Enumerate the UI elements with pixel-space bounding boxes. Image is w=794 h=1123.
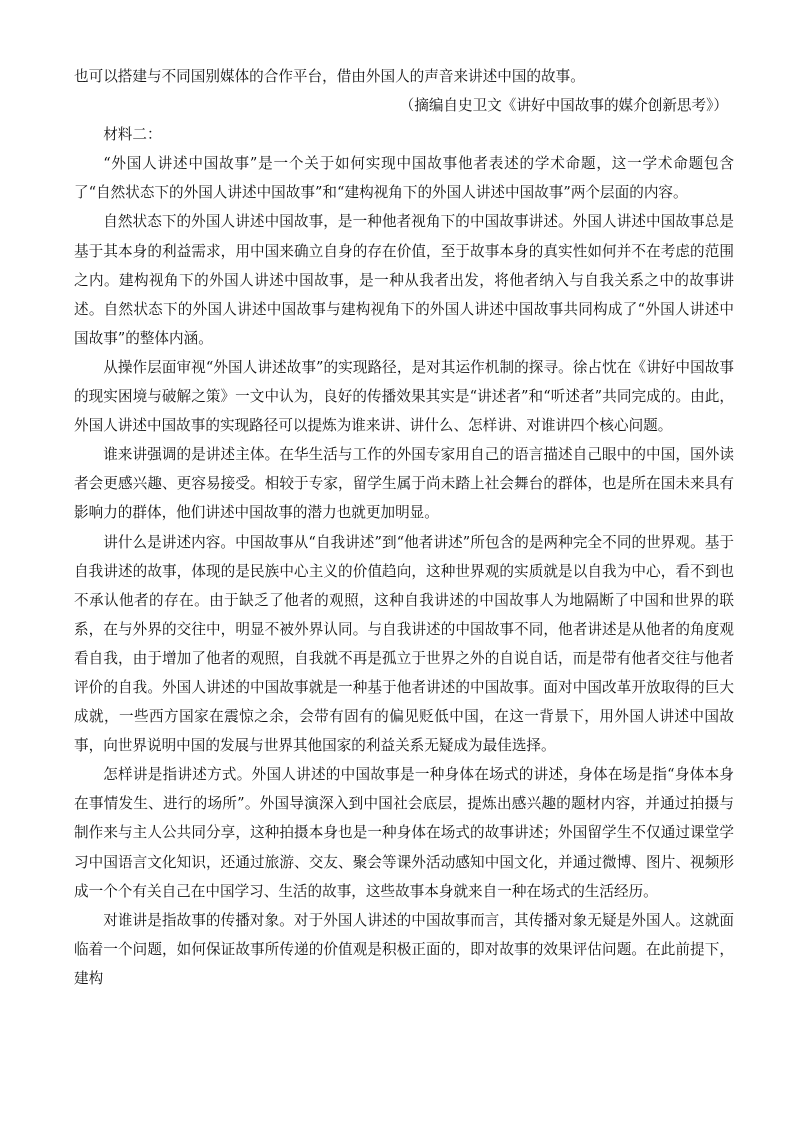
paragraph-continued: 也可以搭建与不同国别媒体的合作平台，借由外国人的声音来讲述中国的故事。	[74, 68, 585, 85]
paragraph: 讲什么是讲述内容。中国故事从“自我讲述”到“他者讲述”所包含的是两种完全不同的世界观。基于自我讲述的故事，体现的是民族中心主义的价值趋向，这种世界观的实质就是以自我为中心，看不到也不承认他者的存在。由于缺乏了他者的观照，这种自我讲述的中国故事人为地隔断了中国和世界的联系，在与外界的交往中，明显不被外界认同。与自我讲述的中国故事不同，他者讲述是从他者的角度观看自我，由于增加了他者的观照，自我就不再是孤立于世界之外的自说自话，而是带有他者交往与他者评价的自我。外国人讲述的中国故事就是一种基于他者讲述的中国故事。面对中国改革开放取得的巨大成就，一些西方国家在震惊之余，会带有固有的偏见贬低中国，在这一背景下，用外国人讲述中国故事，向世界说明中国的发展与世界其他国家的利益关系无疑成为最佳选择。	[74, 533, 734, 755]
paragraph: 对谁讲是指故事的传播对象。对于外国人讲述的中国故事而言，其传播对象无疑是外国人。这就面临着一个问题，如何保证故事所传递的价值观是积极正面的，即对故事的效果评估问题。在此前提下，建构	[74, 911, 734, 987]
paragraph: “外国人讲述中国故事”是一个关于如何实现中国故事他者表述的学术命题，这一学术命题包含了“自然状态下的外国人讲述中国故事”和“建构视角下的外国人讲述中国故事”两个层面的内容。	[74, 155, 734, 202]
paragraph: 怎样讲是指讲述方式。外国人讲述的中国故事是一种身体在场式的讲述，身体在场是指“身体本身在事情发生、进行的场所”。外国导演深入到中国社会底层，提炼出感兴趣的题材内容，并通过拍摄与制作来与主人公共同分享，这种拍摄本身也是一种身体在场式的故事讲述；外国留学生不仅通过课堂学习中国语言文化知识，还通过旅游、交友、聚会等课外活动感知中国文化，并通过微博、图片、视频形成一个个有关自己在中国学习、生活的故事，这些故事本身就来自一种在场式的生活经历。	[74, 766, 734, 900]
source-citation: （摘编自史卫文《讲好中国故事的媒介创新思考》）	[399, 97, 728, 115]
paragraph: 自然状态下的外国人讲述中国故事，是一种他者视角下的中国故事讲述。外国人讲述中国故事总是基于其本身的利益需求，用中国来确立自身的存在价值，至于故事本身的真实性如何并不在考虑的范围之内。建构视角下的外国人讲述中国故事，是一种从我者出发，将他者纳入与自我关系之中的故事讲述。自然状态下的外国人讲述中国故事与建构视角下的外国人讲述中国故事共同构成了“外国人讲述中国故事”的整体内涵。	[74, 213, 734, 347]
material-heading: 材料二：	[103, 126, 162, 144]
paragraph: 谁来讲强调的是讲述主体。在华生活与工作的外国专家用自己的语言描述自己眼中的中国，国外读者会更感兴趣、更容易接受。相较于专家，留学生属于尚未踏上社会舞台的群体，也是所在国未来具有影响力的群体，他们讲述中国故事的潜力也就更加明显。	[74, 446, 734, 522]
document-body	[74, 62, 734, 993]
paragraph: 从操作层面审视“外国人讲述故事”的实现路径，是对其运作机制的探寻。徐占忱在《讲好中国故事的现实困境与破解之策》一文中认为，良好的传播效果其实是“讲述者”和“听述者”共同完成的。由此，外国人讲述中国故事的实现路径可以提炼为谁来讲、讲什么、怎样讲、对谁讲四个核心问题。	[74, 358, 734, 435]
